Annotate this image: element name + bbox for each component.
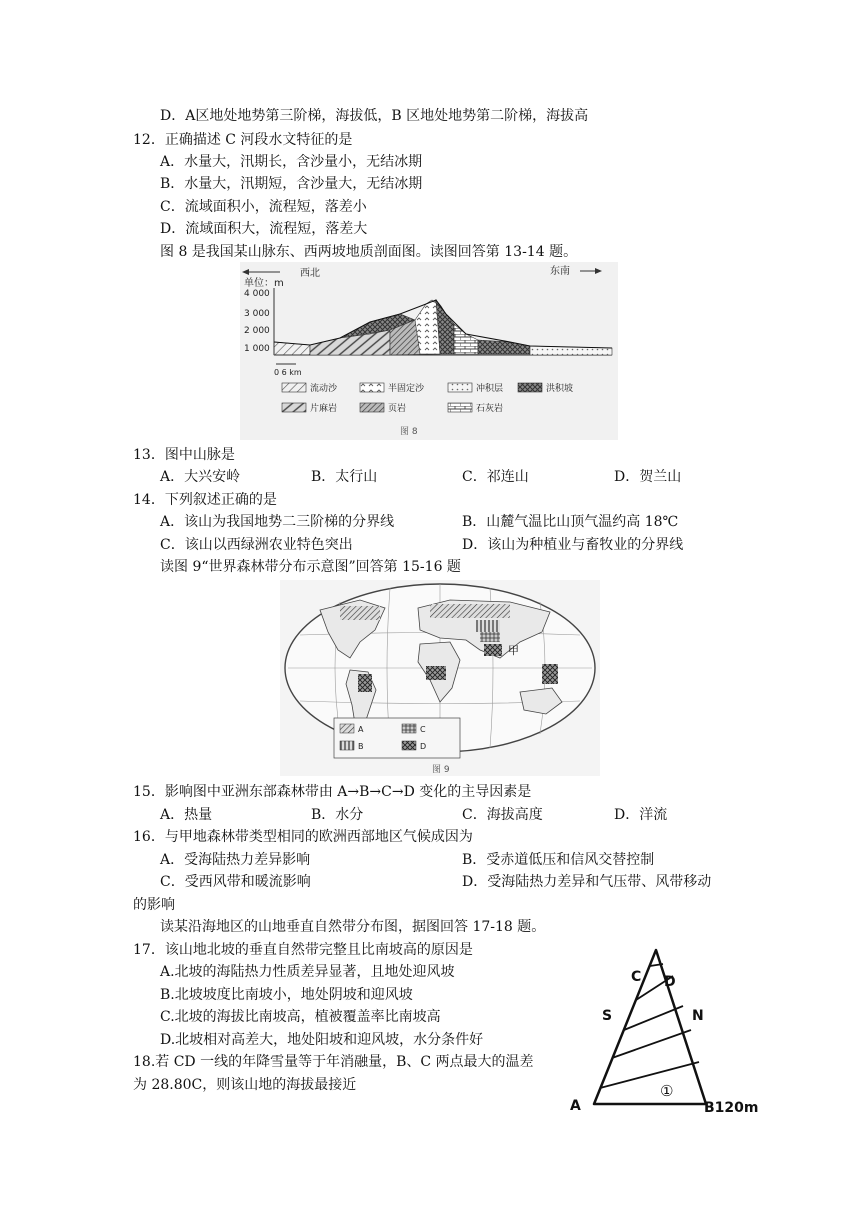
figure8-cross-section [240,262,618,440]
q11-option-d: D．A区地处地势第三阶梯，海拔低，B 区地处地势第二阶梯，海拔高 [160,108,589,124]
y-tick: 3 000 [244,309,270,319]
figure8-intro: 图 8 是我国某山脉东、西两坡地质剖面图。读图回答第 13-14 题。 [160,244,578,260]
q13-option-c: C．祁连山 [462,469,529,485]
q14-option-b: B．山麓气温比山顶气温约高 18℃ [462,514,679,530]
figure9-caption: 图 9 [432,765,450,775]
q16-option-a: A．受海陆热力差异影响 [160,852,311,868]
q13-option-b: B．太行山 [311,469,378,485]
q14-option-c: C．该山以西绿洲农业特色突出 [160,537,353,553]
unit-label: 单位：m [244,278,284,289]
q12-option-d: D．流域面积大，流程短，落差大 [160,221,368,237]
scale-label: 0 6 km [274,368,302,377]
q13-option-d: D．贺兰山 [614,469,682,485]
q15-stem: 15．影响图中亚洲东部森林带由 A→B→C→D 变化的主导因素是 [133,784,532,800]
q16-option-c: C．受西风带和暖流影响 [160,874,311,890]
q18-line2: 为 28.80C，则该山地的海拔最接近 [133,1077,357,1093]
q15-option-b: B．水分 [311,807,364,823]
q18-line1: 18.若 CD 一线的年降雪量等于年消融量，B、C 两点最大的温差 [133,1054,534,1070]
q15-option-d: D．洋流 [614,807,668,823]
legend-a: A [358,725,364,734]
mountain-zonation-diagram [566,942,796,1116]
north-label: N [692,1008,704,1024]
q17-option-a: A.北坡的海陆热力性质差异显著，且地处迎风坡 [160,964,455,980]
legend-c: C [420,725,426,734]
point-d-label: D [664,974,676,990]
q17-intro: 读某沿海地区的山地垂直自然带分布图，据图回答 17-18 题。 [160,919,546,935]
q17-option-d: D.北坡相对高差大，地处阳坡和迎风坡，水分条件好 [160,1032,484,1048]
legend-item: 页岩 [388,404,407,414]
legend-item: 冲积层 [476,384,504,394]
q16-stem: 16．与甲地森林带类型相同的欧洲西部地区气候成因为 [133,829,473,845]
figure9-intro: 读图 9“世界森林带分布示意图”回答第 15-16 题 [160,559,461,575]
legend-item: 流动沙 [310,384,338,394]
q14-option-d: D．该山为种植业与畜牧业的分界线 [462,537,684,553]
west-label: 西北 [300,268,320,279]
q12-stem: 12．正确描述 C 河段水文特征的是 [133,132,353,148]
q12-option-c: C．流域面积小，流程短，落差小 [160,199,367,215]
q17-option-b: B.北坡坡度比南坡小，地处阴坡和迎风坡 [160,987,413,1003]
q12-option-a: A．水量大，汛期长，含沙量小，无结冰期 [160,154,423,170]
point-a-label: A [570,1098,581,1114]
q15-option-c: C．海拔高度 [462,807,543,823]
legend-b: B [358,742,364,751]
zone-1-label: ① [660,1082,674,1100]
q16-option-b: B．受赤道低压和信风交替控制 [462,852,655,868]
point-c-label: C [631,969,642,985]
q17-stem: 17．该山地北坡的垂直自然带完整且比南坡高的原因是 [133,942,473,958]
legend-item: 半固定沙 [388,384,425,394]
point-b-label: B120m [704,1100,759,1116]
figure9-world-map [280,580,600,776]
legend-d: D [420,742,427,751]
east-label: 东南 [550,266,570,277]
figure8-caption: 图 8 [400,427,418,437]
y-tick: 4 000 [244,289,270,299]
legend-item: 洪积坡 [546,384,574,394]
y-tick: 1 000 [244,344,270,354]
y-tick: 2 000 [244,326,270,336]
q13-stem: 13．图中山脉是 [133,447,235,463]
legend-item: 石灰岩 [476,404,504,414]
south-label: S [602,1008,613,1024]
q17-option-c: C.北坡的海拔比南坡高，植被覆盖率比南坡高 [160,1009,441,1025]
q12-option-b: B．水量大，汛期短，含沙量大，无结冰期 [160,176,423,192]
q15-option-a: A．热量 [160,807,213,823]
q16-option-d: D．受海陆热力差异和气压带、风带移动 [462,874,712,890]
q16-continuation: 的影响 [133,897,175,913]
legend-item: 片麻岩 [310,404,338,414]
q14-stem: 14．下列叙述正确的是 [133,492,277,508]
marker-jia: 甲 [508,644,519,657]
q14-option-a: A．该山为我国地势二三阶梯的分界线 [160,514,395,530]
q13-option-a: A．大兴安岭 [160,469,241,485]
